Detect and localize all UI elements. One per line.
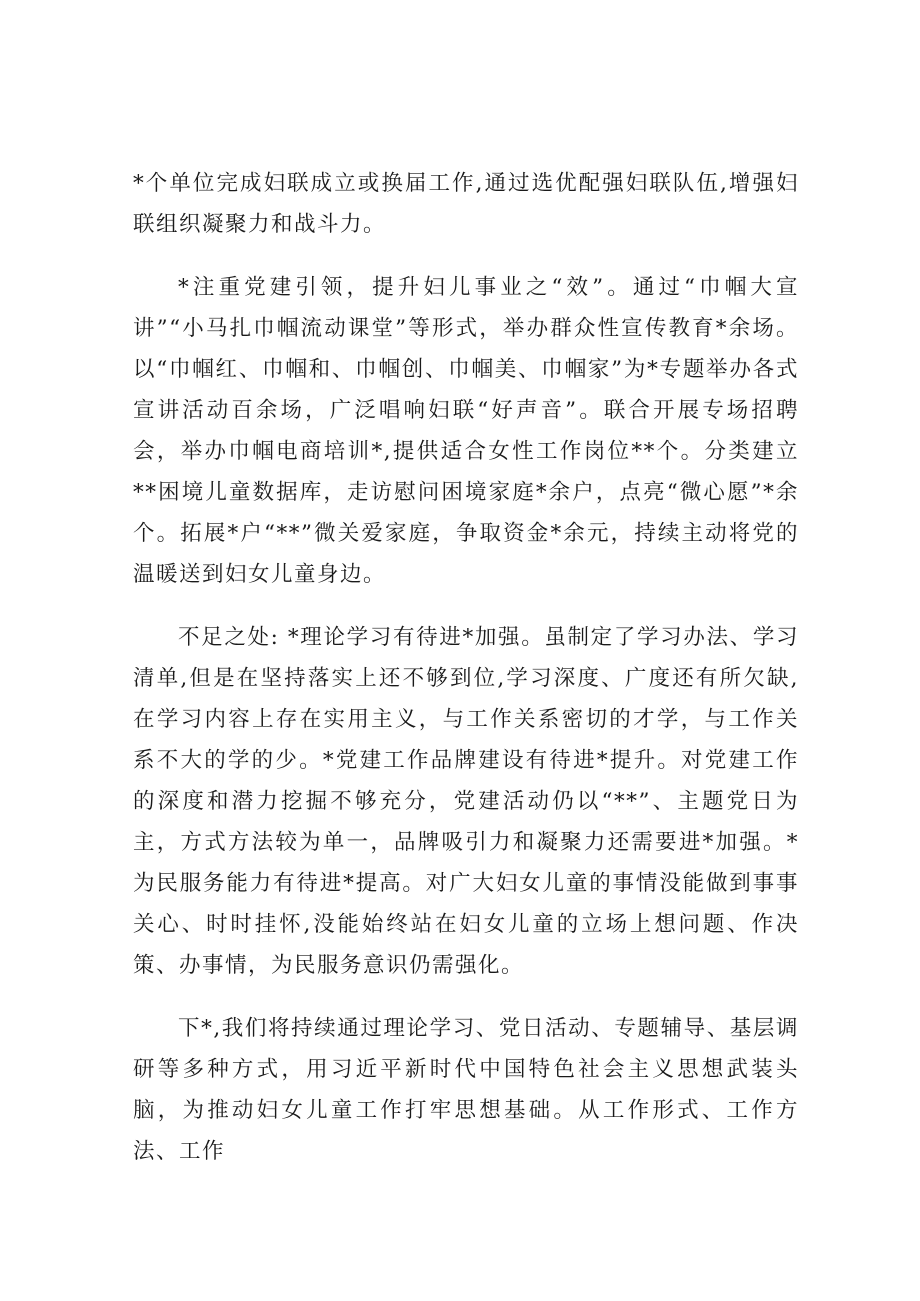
paragraph-next-steps: 下*,我们将持续通过理论学习、党日活动、专题辅导、基层调研等多种方式，用习近平新时代中国特色社会主义思想武装头脑，为推动妇女儿童工作打牢思想基础。从工作形式、工作方法、工作 bbox=[133, 1016, 799, 1164]
paragraph-women-federation-organization: *个单位完成妇联成立或换届工作,通过选优配强妇联队伍,增强妇联组织凝聚力和战斗力。 bbox=[133, 171, 799, 237]
document-body bbox=[133, 163, 799, 1194]
paragraph-shortcomings: 不足之处: *理论学习有待进*加强。虽制定了学习办法、学习清单,但是在坚持落实上还不够到位,学习深度、广度还有所欠缺,在学习内容上存在实用主义，与工作关系密切的才学，与工作关系不大的学的少。*党建工作品牌建设有待进*提升。对党建工作的深度和潜力挖掘不够充分，党建活动仍以“**”、主题党日为主，方式方法较为单一，品牌吸引力和凝聚力还需要进*加强。*为民服务能力有待进*提高。对广大妇女儿童的事情没能做到事事关心、时时挂怀,没能始终站在妇女儿童的立场上想问题、作决策、办事情，为民服务意识仍需强化。 bbox=[133, 625, 799, 978]
paragraph-party-building-leadership: *注重党建引领，提升妇儿事业之“效”。通过“巾帼大宣讲”“小马扎巾帼流动课堂”等形式，举办群众性宣传教育*余场。以“巾帼红、巾帼和、巾帼创、巾帼美、巾帼家”为*专题举办各式宣讲活动百余场，广泛唱响妇联“好声音”。联合开展专场招聘会，举办巾帼电商培训*,提供适合女性工作岗位**个。分类建立**困境儿童数据库，走访慰问困境家庭*余户，点亮“微心愿”*余个。拓展*户“**”微关爱家庭，争取资金*余元，持续主动将党的温暖送到妇女儿童身边。 bbox=[133, 275, 799, 587]
